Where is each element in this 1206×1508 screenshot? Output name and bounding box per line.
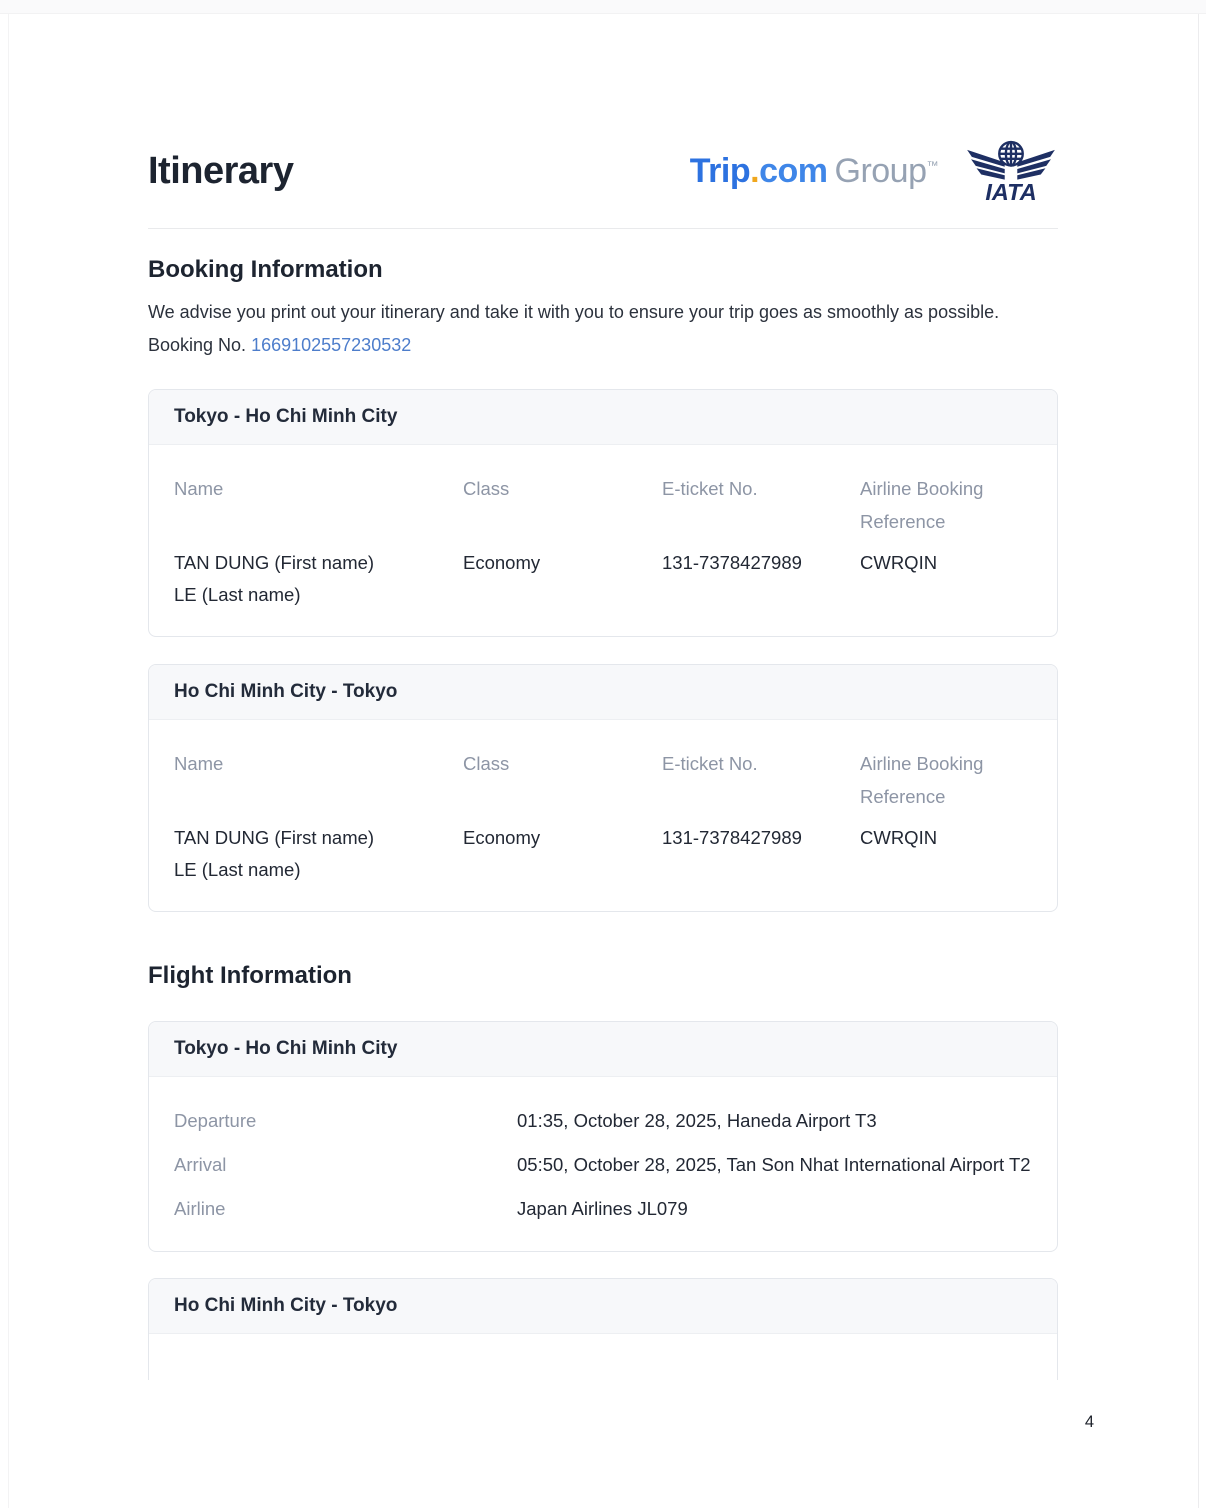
passenger-eticket: 131-7378427989 [662,827,802,848]
column-header-class: Class [463,753,510,774]
tripcom-logo-dot: . [750,151,760,190]
airline-value: Japan Airlines JL079 [517,1198,688,1219]
passenger-eticket: 131-7378427989 [662,552,802,573]
passenger-class: Economy [463,827,541,848]
tripcom-logo-group: Group [834,151,927,190]
page-edge-left [8,14,9,1508]
passenger-reference: CWRQIN [860,827,938,848]
page-edge-right [1198,14,1199,1508]
flight-detail-table [174,1104,1032,1236]
document-header [148,0,1058,204]
booking-information-heading: Booking Information [148,256,383,283]
column-header-name: Name [174,753,224,774]
departure-label: Departure [174,1110,257,1131]
tripcom-logo-trip: Trip [689,151,751,190]
booking-card-tokyo-hcmc [148,389,1058,637]
booking-card-route-title: Ho Chi Minh City - Tokyo [149,665,1057,720]
passenger-reference: CWRQIN [860,552,938,573]
booking-card-route-title: Tokyo - Ho Chi Minh City [149,390,1057,445]
page-title: Itinerary [148,149,294,192]
passenger-table [174,747,1032,896]
tripcom-group-logo [690,152,938,191]
booking-card-hcmc-tokyo [148,664,1058,912]
tripcom-logo-com: com [759,151,828,190]
page-frame-top [0,0,1206,14]
booking-number-line [148,329,1058,362]
airline-label: Airline [174,1198,226,1219]
passenger-name: TAN DUNG (First name) LE (Last name) [174,552,375,605]
flight-card-route-title: Ho Chi Minh City - Tokyo [149,1279,1057,1334]
arrival-value: 05:50, October 28, 2025, Tan Son Nhat International Airport T2 [517,1154,1031,1175]
arrival-label: Arrival [174,1154,227,1175]
passenger-class: Economy [463,552,541,573]
tripcom-logo-trademark: ™ [926,158,938,173]
flight-card-tokyo-hcmc [148,1021,1058,1252]
header-divider [148,228,1058,229]
booking-advice-text: We advise you print out your itinerary and take it with you to ensure your trip goes as smoothly as possible. [148,302,1000,322]
column-header-reference: Airline Booking Reference [860,478,984,532]
flight-information-heading: Flight Information [148,962,352,989]
passenger-table [174,472,1032,621]
iata-logo-icon [964,138,1058,204]
passenger-name: TAN DUNG (First name) LE (Last name) [174,827,375,880]
page-number: 4 [1084,1413,1094,1431]
logo-group [690,138,1058,204]
column-header-name: Name [174,478,224,499]
column-header-class: Class [463,478,510,499]
departure-value: 01:35, October 28, 2025, Haneda Airport T3 [517,1110,877,1131]
column-header-eticket: E-ticket No. [662,753,758,774]
column-header-eticket: E-ticket No. [662,478,758,499]
column-header-reference: Airline Booking Reference [860,753,984,807]
flight-card-route-title: Tokyo - Ho Chi Minh City [149,1022,1057,1077]
iata-logo-text: IATA [985,178,1037,204]
booking-number-link[interactable]: 1669102557230532 [251,335,412,355]
flight-card-hcmc-tokyo [148,1278,1058,1380]
booking-number-label: Booking No. [148,335,252,355]
